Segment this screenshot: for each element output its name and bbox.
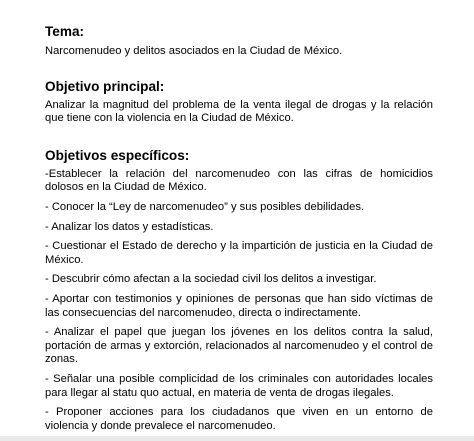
- main-objective-heading: Objetivo principal:: [45, 78, 165, 94]
- list-item: - Señalar una posible complicidad de los criminales con autoridades locales para llegar al statu quo actual, en materia de venta de drogas ilegales.: [45, 372, 433, 399]
- list-item: - Descubrir cómo afectan a la sociedad civil los delitos a investigar.: [45, 273, 377, 286]
- topic-text: Narcomenudeo y delitos asociados en la Ciudad de México.: [45, 45, 343, 57]
- topic-heading: Tema:: [45, 24, 85, 39]
- list-item: -Establecer la relación del narcomenudeo con las cifras de homicidios dolosos en la Ciudad de México.: [45, 167, 433, 194]
- list-item: - Proponer acciones para los ciudadanos que viven en un entorno de violencia y donde prevalece el narcomenudeo.: [45, 406, 433, 432]
- specific-objectives-list: [45, 168, 433, 434]
- list-item: - Analizar los datos y estadísticas.: [45, 220, 214, 233]
- specific-objectives-heading: Objetivos específicos:: [45, 147, 190, 163]
- list-item: - Cuestionar el Estado de derecho y la impartición de justicia en la Ciudad de México.: [45, 240, 433, 266]
- document-content: [45, 23, 433, 439]
- page-bottom-edge: [0, 436, 474, 441]
- main-objective-text: Analizar la magnitud del problema de la venta ilegal de drogas y la relación que tiene con la violencia en la Ciudad de México.: [45, 98, 433, 125]
- list-item: - Analizar el papel que juegan los jóvenes en los delitos contra la salud, portación de armas y extorción, relacionados al narcomenudeo y el control de zonas.: [45, 326, 433, 366]
- list-item: - Aportar con testimonios y opiniones de personas que han sido víctimas de las consecuencias del narcomenudeo, directa o indirectamente.: [45, 292, 433, 319]
- list-item: - Conocer la “Ley de narcomenudeo” y sus posibles debilidades.: [45, 200, 365, 213]
